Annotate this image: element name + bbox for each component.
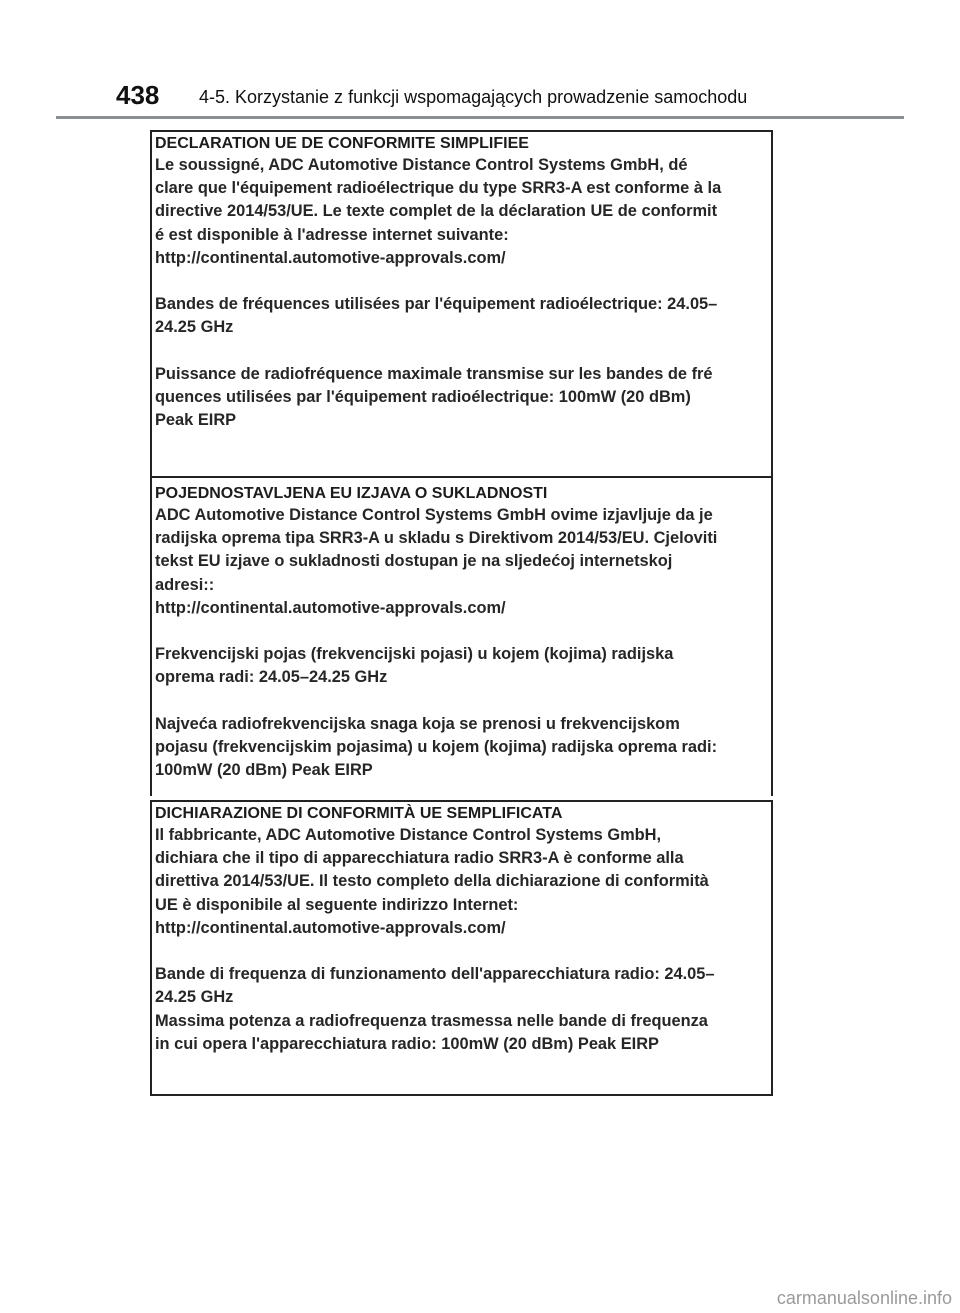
body-line: Najveća radiofrekvencijska snaga koja se prenosi u frekvencijskom: [155, 714, 680, 733]
body-line: Massima potenza a radiofrequenza trasmessa nelle bande di frequenza: [155, 1011, 708, 1030]
body-line: radijska oprema tipa SRR3-A u skladu s Direktivom 2014/53/EU. Cjeloviti: [155, 529, 718, 548]
page-number: 438: [116, 80, 160, 110]
body-line: direttiva 2014/53/UE. Il testo completo della dichiarazione di conformità: [155, 872, 709, 891]
panel-body: [155, 824, 771, 1056]
panel-body: [155, 154, 771, 432]
blank-line: [155, 340, 771, 363]
declaration-panel-french: [150, 130, 773, 478]
body-line: http://continental.automotive-approvals.com/: [155, 248, 506, 267]
body-line: oprema radi: 24.05–24.25 GHz: [155, 668, 388, 687]
body-line: UE è disponibile al seguente indirizzo Internet:: [155, 895, 519, 914]
body-line: Bande di frequenza di funzionamento dell'apparecchiatura radio: 24.05–: [155, 965, 715, 984]
body-line: adresi::: [155, 575, 215, 594]
body-line: Bandes de fréquences utilisées par l'équipement radioélectrique: 24.05–: [155, 295, 718, 314]
blank-line: [155, 940, 771, 963]
blank-line: [155, 690, 771, 713]
body-line: ADC Automotive Distance Control Systems GmbH ovime izjavljuje da je: [155, 506, 713, 524]
body-line: Puissance de radiofréquence maximale transmise sur les bandes de fré: [155, 364, 713, 383]
panel-title: POJEDNOSTAVLJENA EU IZJAVA O SUKLADNOSTI: [155, 485, 548, 502]
declaration-panel-croatian: [150, 478, 773, 796]
site-watermark: carmanualsonline.info: [776, 1288, 952, 1308]
body-line: é est disponible à l'adresse internet suivante:: [155, 225, 509, 244]
body-line: http://continental.automotive-approvals.com/: [155, 918, 506, 937]
body-line: in cui opera l'apparecchiatura radio: 100mW (20 dBm) Peak EIRP: [155, 1034, 659, 1053]
panel-body: [155, 504, 771, 782]
body-line: 24.25 GHz: [155, 988, 234, 1007]
panel-title: DICHIARAZIONE DI CONFORMITÀ UE SEMPLIFICATA: [155, 805, 563, 822]
blank-line: [155, 620, 771, 643]
body-line: directive 2014/53/UE. Le texte complet de la déclaration UE de conformit: [155, 202, 718, 221]
body-line: dichiara che il tipo di apparecchiatura radio SRR3-A è conforme alla: [155, 849, 684, 868]
panel-title: DECLARATION UE DE CONFORMITE SIMPLIFIEE: [155, 135, 529, 152]
body-line: tekst EU izjave o sukladnosti dostupan je na sljedećoj internetskoj: [155, 552, 673, 571]
body-line: pojasu (frekvencijskim pojasima) u kojem (kojima) radijska oprema radi:: [155, 738, 718, 756]
blank-line: [155, 270, 771, 293]
body-line: Le soussigné, ADC Automotive Distance Control Systems GmbH, dé: [155, 156, 688, 174]
page-header: [56, 78, 904, 119]
body-line: Peak EIRP: [155, 411, 237, 430]
body-line: Il fabbricante, ADC Automotive Distance Control Systems GmbH,: [155, 826, 662, 844]
body-line: Frekvencijski pojas (frekvencijski pojasi) u kojem (kojima) radijska: [155, 645, 674, 664]
body-line: clare que l'équipement radioélectrique du type SRR3-A est conforme à la: [155, 179, 722, 198]
body-line: 100mW (20 dBm) Peak EIRP: [155, 761, 373, 780]
chapter-title: 4-5. Korzystanie z funkcji wspomagających prowadzenie samochodu: [199, 87, 748, 107]
body-line: http://continental.automotive-approvals.com/: [155, 598, 506, 617]
body-line: quences utilisées par l'équipement radioélectrique: 100mW (20 dBm): [155, 388, 691, 406]
body-line: 24.25 GHz: [155, 318, 234, 337]
declaration-panel-italian: [150, 800, 773, 1096]
